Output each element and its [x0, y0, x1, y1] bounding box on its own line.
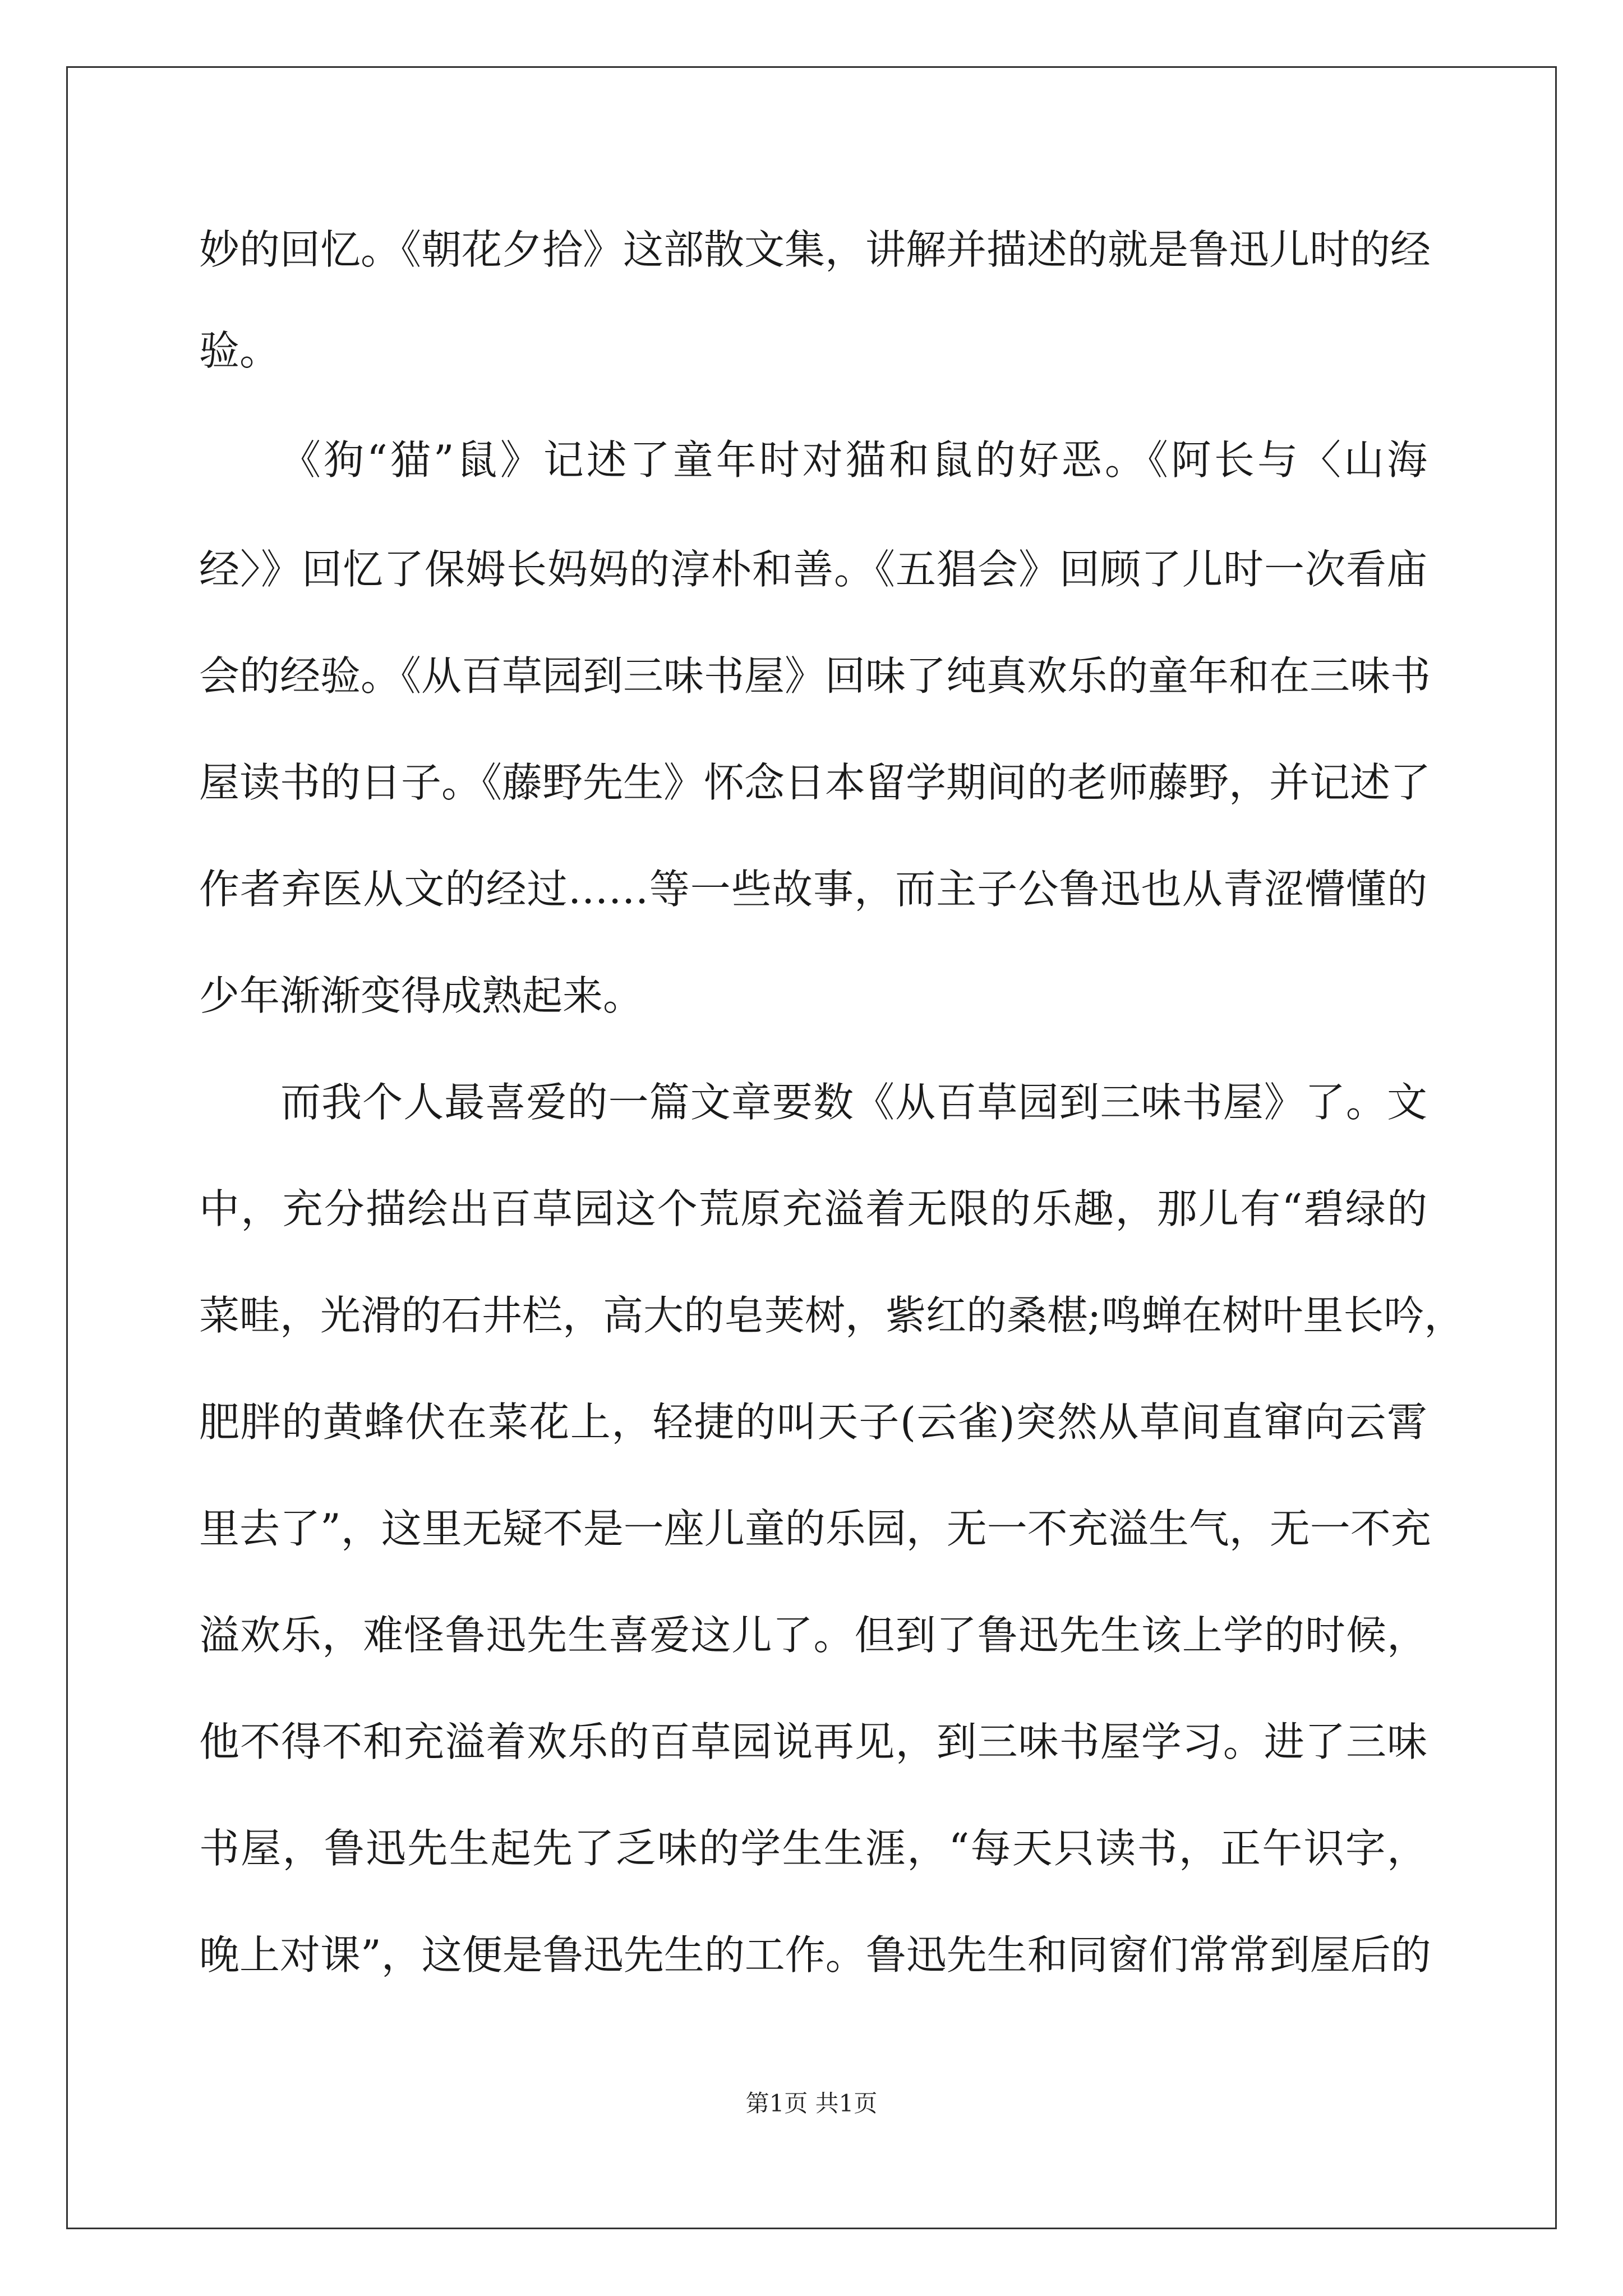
- text-line: 少年渐渐变得成熟起来。: [199, 972, 644, 1019]
- text-line: 中，充分描绘出百草园这个荒原充溢着无限的乐趣，那儿有“碧绿的: [199, 1185, 1427, 1232]
- text-line: 晚上对课”，这便是鲁迅先生的工作。鲁迅先生和同窗们常常到屋后的: [199, 1931, 1431, 1978]
- page-border: [66, 66, 1557, 2229]
- text-line: 肥胖的黄蜂伏在菜花上，轻捷的叫天子(云雀)突然从草间直窜向云霄: [199, 1398, 1427, 1446]
- text-line: 验。: [199, 327, 280, 374]
- text-line: 他不得不和充溢着欢乐的百草园说再见，到三味书屋学习。进了三味: [199, 1718, 1427, 1765]
- text-line: 经〉》回忆了保姆长妈妈的淳朴和善。《五猖会》回顾了儿时一次看庙: [199, 546, 1427, 593]
- page-number: 第1页 共1页: [745, 2090, 878, 2117]
- text-line: 《狗“猫”鼠》记述了童年时对猫和鼠的好恶。《阿长与〈山海: [280, 436, 1427, 484]
- text-line: 会的经验。《从百草园到三味书屋》回味了纯真欢乐的童年和在三味书: [199, 652, 1431, 700]
- text-line: 屋读书的日子。《藤野先生》怀念日本留学期间的老师藤野，并记述了: [199, 759, 1431, 806]
- text-line: 而我个人最喜爱的一篇文章要数《从百草园到三味书屋》了。文: [280, 1079, 1427, 1126]
- text-line: 妙的回忆。《朝花夕拾》这部散文集，讲解并描述的就是鲁迅儿时的经: [199, 226, 1431, 273]
- text-line: 溢欢乐，难怪鲁迅先生喜爱这儿了。但到了鲁迅先生该上学的时候，: [199, 1612, 1427, 1659]
- text-line: 菜畦，光滑的石井栏，高大的皂荚树，紫红的桑椹;鸣蝉在树叶里长吟，: [199, 1292, 1465, 1339]
- text-line: 里去了”，这里无疑不是一座儿童的乐园，无一不充溢生气，无一不充: [199, 1505, 1431, 1552]
- text-line: 作者弃医从文的经过……等一些故事，而主子公鲁迅也从青涩懵懂的: [199, 866, 1427, 913]
- text-line: 书屋，鲁迅先生起先了乏味的学生生涯，“每天只读书，正午识字，: [199, 1825, 1427, 1872]
